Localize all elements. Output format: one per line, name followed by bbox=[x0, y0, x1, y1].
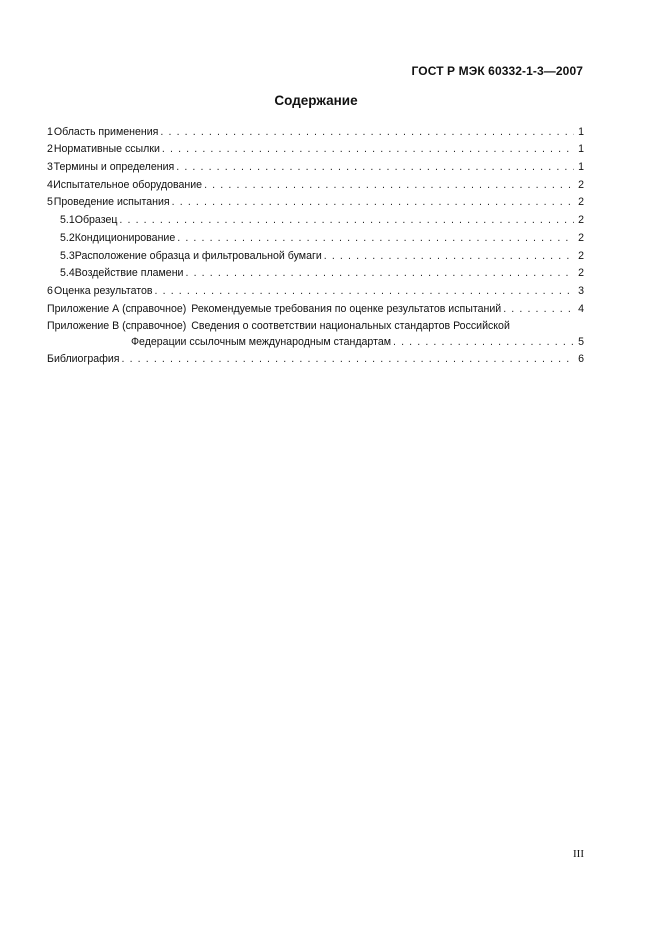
toc-entry-title: Библиография bbox=[47, 353, 120, 366]
toc-entry-number: 5.4 bbox=[60, 267, 75, 280]
leader-dots bbox=[172, 196, 574, 208]
toc-entry-page: 3 bbox=[578, 284, 584, 297]
toc-entry-5-3[interactable] bbox=[47, 244, 584, 262]
leader-dots bbox=[119, 214, 574, 226]
toc-entry-number: 1 bbox=[47, 125, 53, 138]
toc-entry-6[interactable] bbox=[47, 279, 584, 297]
leader-dots bbox=[185, 267, 574, 279]
toc-entry-number: 4 bbox=[47, 178, 53, 191]
toc-entry-page: 4 bbox=[578, 302, 584, 315]
toc-entry-5-4[interactable] bbox=[47, 262, 584, 280]
leader-dots bbox=[324, 250, 574, 262]
toc-entry-appendix-a[interactable] bbox=[47, 297, 584, 315]
toc-entry-title: Оценка результатов bbox=[54, 284, 153, 297]
toc-entry-title: Расположение образца и фильтровальной бумаги bbox=[74, 249, 322, 262]
toc-entry-title: Рекомендуемые требования по оценке результатов испытаний bbox=[191, 302, 502, 315]
leader-dots bbox=[121, 353, 574, 365]
toc-entry-title-line1: Сведения о соответствии национальных стандартов Российской bbox=[191, 320, 510, 333]
toc-entry-3[interactable] bbox=[47, 155, 584, 173]
toc-entry-1[interactable] bbox=[47, 120, 584, 138]
toc-entry-number: 6 bbox=[47, 284, 53, 297]
leader-dots bbox=[393, 336, 574, 348]
leader-dots bbox=[503, 303, 574, 315]
toc-entry-page: 2 bbox=[578, 214, 584, 227]
toc-entry-number: 3 bbox=[47, 161, 53, 174]
leader-dots bbox=[204, 179, 574, 191]
leader-dots bbox=[176, 161, 574, 173]
toc-entry-number: 5 bbox=[47, 196, 53, 209]
page-number: III bbox=[573, 848, 584, 860]
toc-entry-appendix-b[interactable] bbox=[47, 315, 584, 348]
toc-entry-title: Область применения bbox=[53, 125, 159, 138]
leader-dots bbox=[177, 232, 574, 244]
toc-entry-title-line2: Федерации ссылочным международным стандартам bbox=[131, 335, 391, 348]
toc-entry-number: 2 bbox=[47, 143, 53, 156]
toc-entry-page: 1 bbox=[578, 161, 584, 174]
appendix-label: Приложение В (справочное) bbox=[47, 320, 187, 333]
toc-entry-title: Термины и определения bbox=[53, 161, 175, 174]
toc-entry-5-1[interactable] bbox=[47, 208, 584, 226]
toc-entry-page: 1 bbox=[578, 125, 584, 138]
toc-title: Содержание bbox=[274, 93, 358, 108]
leader-dots bbox=[162, 143, 574, 155]
toc-entry-4[interactable] bbox=[47, 173, 584, 191]
toc-entry-page: 1 bbox=[578, 143, 584, 156]
toc-entry-page: 5 bbox=[578, 335, 584, 348]
toc-entry-title: Образец bbox=[74, 214, 118, 227]
toc-entry-5-2[interactable] bbox=[47, 226, 584, 244]
toc-entry-page: 2 bbox=[578, 267, 584, 280]
appendix-label: Приложение А (справочное) bbox=[47, 302, 187, 315]
toc-entry-5[interactable] bbox=[47, 191, 584, 209]
table-of-contents bbox=[47, 120, 584, 365]
toc-entry-bibliography[interactable] bbox=[47, 348, 584, 366]
leader-dots bbox=[155, 285, 574, 297]
toc-entry-page: 2 bbox=[578, 178, 584, 191]
toc-entry-number: 5.2 bbox=[60, 231, 75, 244]
leader-dots bbox=[160, 126, 574, 138]
document-designation: ГОСТ Р МЭК 60332-1-3—2007 bbox=[411, 64, 583, 78]
toc-entry-number: 5.1 bbox=[60, 214, 75, 227]
toc-entry-number: 5.3 bbox=[60, 249, 75, 262]
toc-entry-title: Нормативные ссылки bbox=[53, 143, 160, 156]
toc-entry-title: Проведение испытания bbox=[53, 196, 170, 209]
toc-entry-page: 2 bbox=[578, 231, 584, 244]
toc-entry-title: Испытательное оборудование bbox=[53, 178, 203, 191]
toc-entry-2[interactable] bbox=[47, 138, 584, 156]
toc-entry-title: Кондиционирование bbox=[74, 231, 176, 244]
toc-entry-title: Воздействие пламени bbox=[74, 267, 184, 280]
toc-entry-page: 2 bbox=[578, 249, 584, 262]
toc-entry-page: 2 bbox=[578, 196, 584, 209]
toc-entry-page: 6 bbox=[578, 353, 584, 366]
